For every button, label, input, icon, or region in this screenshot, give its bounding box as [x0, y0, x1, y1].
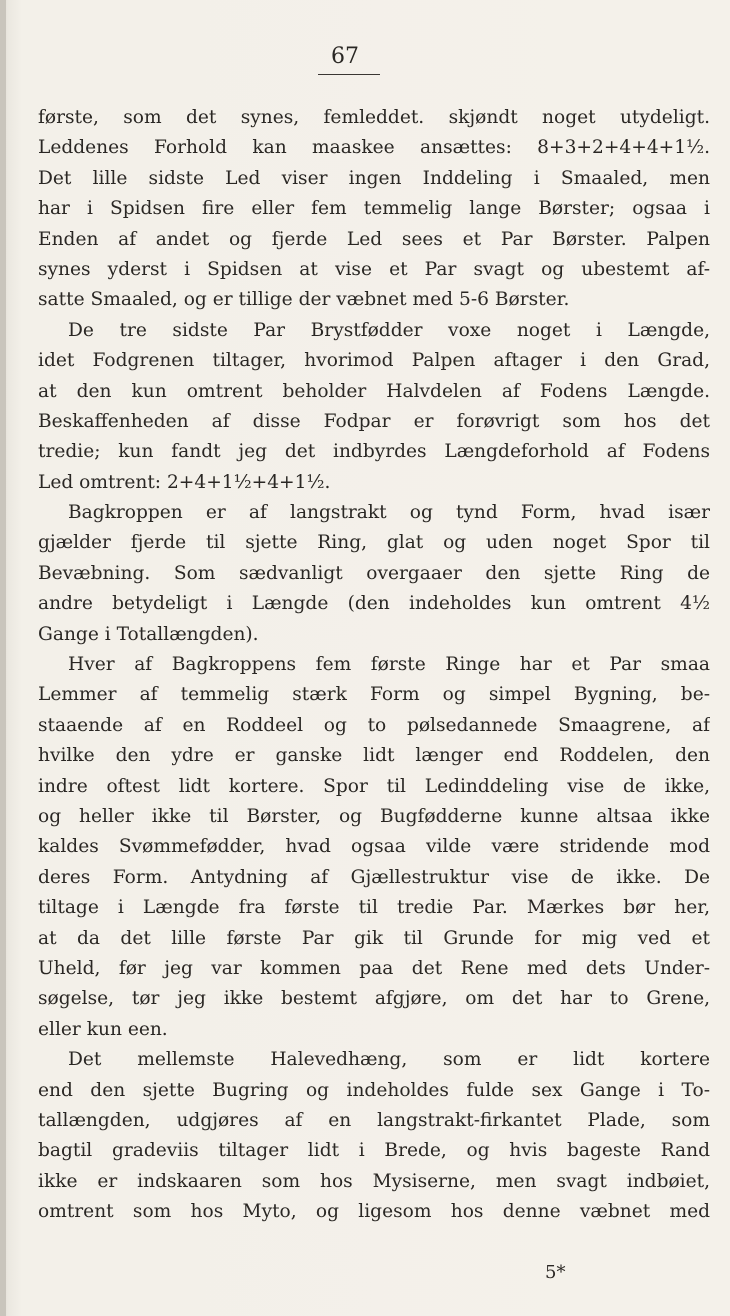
text-line-18: Gange i Totallængden).	[38, 623, 259, 645]
text-line-6: synes yderst i Spidsen at vise et Par svagt og ubestemt af-	[38, 258, 710, 280]
text-line-14: Bagkroppen er af langstrakt og tynd Form, hvad især	[68, 502, 710, 524]
page-number: 67	[331, 44, 359, 69]
text-line-10: at den kun omtrent beholder Halvdelen af Fodens Længde.	[38, 380, 710, 402]
text-line-21: staaende af en Roddeel og to pølsedannede Smaagrene, af	[38, 714, 710, 736]
text-line-33: end den sjette Bugring og indeholdes fulde sex Gange i To-	[38, 1079, 710, 1101]
text-line-20: Lemmer af temmelig stærk Form og simpel Bygning, be-	[38, 684, 710, 706]
text-line-24: og heller ikke til Børster, og Bugfødderne kunne altsaa ikke	[38, 805, 710, 827]
text-line-36: ikke er indskaaren som hos Mysiserne, men svagt indbøiet,	[38, 1170, 710, 1192]
text-line-25: kaldes Svømmefødder, hvad ogsaa vilde være stridende mod	[38, 836, 710, 858]
text-line-28: at da det lille første Par gik til Grunde for mig ved et	[38, 927, 710, 949]
text-line-4: har i Spidsen fire eller fem temmelig lange Børster; ogsaa i	[38, 198, 710, 220]
text-line-37: omtrent som hos Myto, og ligesom hos denne væbnet med	[38, 1201, 710, 1223]
text-line-12: tredie; kun fandt jeg det indbyrdes Længdeforhold af Fodens	[38, 441, 710, 463]
text-line-17: andre betydeligt i Længde (den indeholdes kun omtrent 4½	[38, 593, 710, 615]
text-line-16: Bevæbning. Som sædvanligt overgaaer den sjette Ring de	[38, 562, 710, 584]
text-line-11: Beskaffenheden af disse Fodpar er forøvrigt som hos det	[38, 410, 710, 432]
text-line-2: Leddenes Forhold kan maaskee ansættes: 8+3+2+4+4+1½.	[38, 137, 710, 159]
text-line-9: idet Fodgrenen tiltager, hvorimod Palpen aftager i den Grad,	[38, 350, 710, 372]
text-line-30: søgelse, tør jeg ikke bestemt afgjøre, om det har to Grene,	[38, 988, 710, 1010]
text-line-3: Det lille sidste Led viser ingen Inddeling i Smaaled, men	[38, 167, 710, 189]
text-line-15: gjælder fjerde til sjette Ring, glat og uden noget Spor til	[38, 532, 710, 554]
text-line-1: første, som det synes, femleddet. skjøndt noget utydeligt.	[38, 107, 710, 128]
text-line-13: Led omtrent: 2+4+1½+4+1½.	[38, 471, 331, 493]
text-line-31: eller kun een.	[38, 1018, 168, 1040]
text-line-5: Enden af andet og fjerde Led sees et Par Børster. Palpen	[38, 228, 710, 250]
binding-shadow	[0, 0, 6, 1316]
text-line-32: Det mellemste Halevedhæng, som er lidt kortere	[68, 1049, 710, 1071]
text-line-7: satte Smaaled, og er tillige der væbnet med 5-6 Børster.	[38, 289, 570, 311]
text-line-29: Uheld, før jeg var kommen paa det Rene med dets Under-	[38, 957, 710, 979]
text-line-22: hvilke den ydre er ganske lidt længer end Roddelen, den	[38, 745, 710, 767]
text-line-34: tallængden, udgjøres af en langstrakt-firkantet Plade, som	[38, 1109, 710, 1131]
page-number-rule	[318, 74, 380, 75]
text-line-35: bagtil gradeviis tiltager lidt i Brede, og hvis bageste Rand	[38, 1140, 710, 1162]
text-line-19: Hver af Bagkroppens fem første Ringe har et Par smaa	[68, 654, 710, 676]
text-line-26: deres Form. Antydning af Gjællestruktur vise de ikke. De	[38, 866, 710, 888]
text-line-27: tiltage i Længde fra første til tredie Par. Mærkes bør her,	[38, 897, 710, 919]
signature-mark: 5*	[545, 1262, 566, 1283]
text-line-23: indre oftest lidt kortere. Spor til Ledinddeling vise de ikke,	[38, 775, 710, 797]
text-line-8: De tre sidste Par Brystfødder voxe noget i Længde,	[68, 319, 710, 341]
body-text	[38, 103, 710, 1227]
